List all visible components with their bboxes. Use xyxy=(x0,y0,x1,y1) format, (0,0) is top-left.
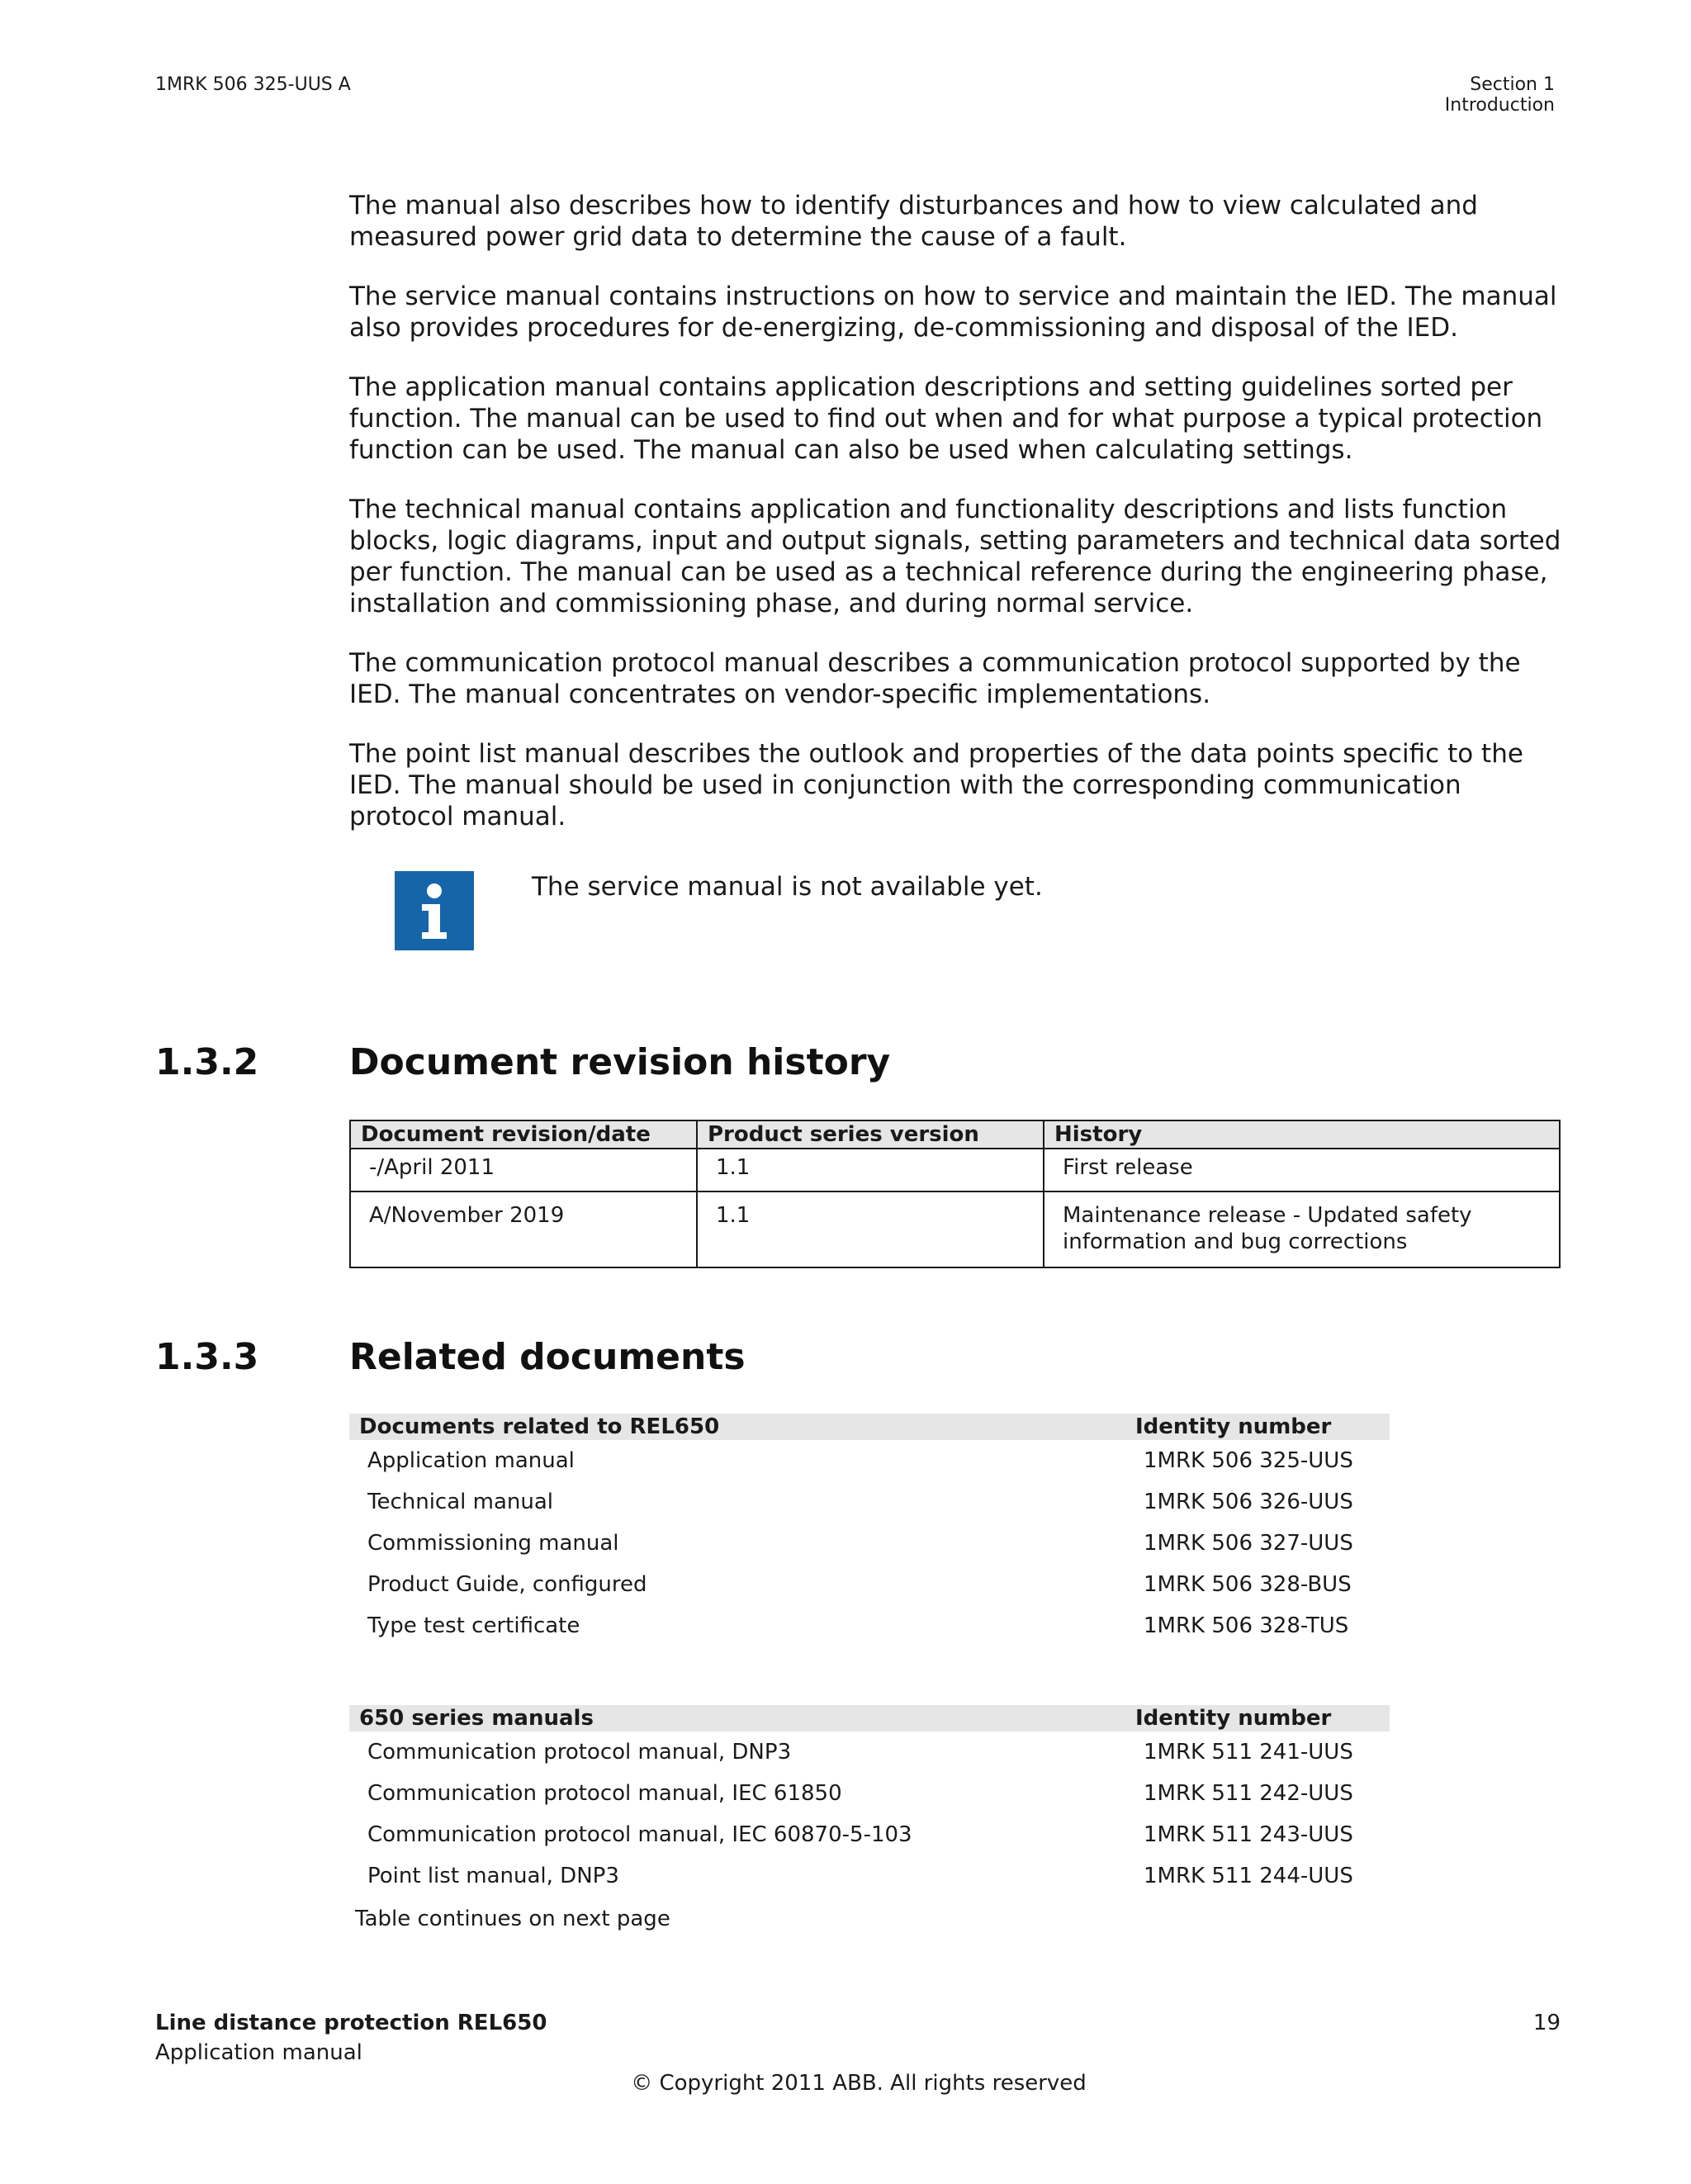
document-name: Application manual xyxy=(367,1448,575,1473)
table-cell: 1.1 xyxy=(697,1191,1044,1267)
table-continuation-note: Table continues on next page xyxy=(355,1907,670,1931)
table-cell: 1.1 xyxy=(697,1149,1044,1191)
header-section-title: Introduction xyxy=(1444,95,1555,116)
information-icon xyxy=(395,871,474,950)
table-row xyxy=(349,1564,1390,1605)
header-doc-id: 1MRK 506 325-UUS A xyxy=(155,74,351,95)
table-row xyxy=(349,1773,1390,1814)
identity-number: 1MRK 506 325-UUS xyxy=(1144,1448,1353,1473)
table-row xyxy=(349,1523,1390,1564)
header-section-number: Section 1 xyxy=(1470,74,1555,95)
series-manuals-table xyxy=(349,1705,1390,1897)
note-text: The service manual is not available yet. xyxy=(532,872,1043,902)
document-name: Communication protocol manual, IEC 61850 xyxy=(367,1781,842,1806)
column-header: Identity number xyxy=(1125,1414,1390,1440)
document-name: Product Guide, configured xyxy=(367,1572,647,1597)
document-name: Point list manual, DNP3 xyxy=(367,1864,619,1888)
revision-history-table xyxy=(349,1120,1561,1268)
info-note xyxy=(395,871,1551,950)
column-header: Documents related to REL650 xyxy=(349,1414,1125,1440)
section-title: Related documents xyxy=(349,1336,746,1378)
table-row xyxy=(349,1732,1390,1773)
table-row xyxy=(349,1481,1390,1523)
footer-manual: Application manual xyxy=(155,2040,362,2065)
table-cell: First release xyxy=(1044,1149,1560,1191)
identity-number: 1MRK 506 326-UUS xyxy=(1144,1490,1353,1514)
section-number: 1.3.2 xyxy=(155,1041,259,1083)
identity-number: 1MRK 506 328-BUS xyxy=(1144,1572,1352,1597)
paragraph: The technical manual contains application and functionality descriptions and lists function blocks, logic diagrams, input and output signals, setting parameters and technical data sorted per function. The manual can be used as a technical reference during the engineering phase, installation and commissioning phase, and during normal service. xyxy=(349,495,1561,618)
paragraph: The application manual contains application descriptions and setting guidelines sorted per function. The manual can be used to find out when and for what purpose a typical protection function can be used. The manual can also be used when calculating settings. xyxy=(349,372,1543,465)
intro-paragraphs xyxy=(349,190,1563,860)
column-header: Identity number xyxy=(1125,1705,1390,1732)
column-header: 650 series manuals xyxy=(349,1705,1125,1732)
identity-number: 1MRK 506 327-UUS xyxy=(1144,1531,1353,1556)
table-header-row xyxy=(350,1120,1560,1149)
column-header: Product series version xyxy=(697,1120,1044,1149)
column-header: Document revision/date xyxy=(350,1120,697,1149)
table-cell: -/April 2011 xyxy=(350,1149,697,1191)
paragraph: The communication protocol manual describes a communication protocol supported by the IED. The manual concentrates on vendor-specific implementations. xyxy=(349,648,1521,709)
identity-number: 1MRK 511 243-UUS xyxy=(1144,1822,1353,1847)
identity-number: 1MRK 506 328-TUS xyxy=(1144,1613,1349,1638)
table-header-row xyxy=(349,1705,1390,1732)
page-number: 19 xyxy=(1532,2011,1561,2035)
paragraph: The point list manual describes the outlook and properties of the data points specific to the IED. The manual should be used in conjunction with the corresponding communication protocol manual. xyxy=(349,739,1523,831)
footer-product: Line distance protection REL650 xyxy=(155,2011,547,2035)
table-row xyxy=(349,1605,1390,1646)
header-section xyxy=(1445,74,1555,116)
identity-number: 1MRK 511 244-UUS xyxy=(1144,1864,1353,1888)
paragraph: The service manual contains instructions on how to service and maintain the IED. The manual also provides procedures for de-energizing, de-commissioning and disposal of the IED. xyxy=(349,282,1557,343)
document-name: Commissioning manual xyxy=(367,1531,619,1556)
table-row xyxy=(349,1440,1390,1481)
section-number: 1.3.3 xyxy=(155,1336,259,1378)
document-name: Communication protocol manual, DNP3 xyxy=(367,1740,792,1765)
table-row xyxy=(349,1855,1390,1897)
table-header-row xyxy=(349,1414,1390,1440)
document-name: Technical manual xyxy=(367,1490,554,1514)
table-row xyxy=(350,1149,1560,1191)
paragraph: The manual also describes how to identify disturbances and how to view calculated and measured power grid data to determine the cause of a fault. xyxy=(349,191,1478,252)
copyright: © Copyright 2011 ABB. All rights reserved xyxy=(631,2071,1087,2096)
table-row xyxy=(350,1191,1560,1267)
related-documents-table xyxy=(349,1414,1390,1646)
table-cell: A/November 2019 xyxy=(350,1191,697,1267)
identity-number: 1MRK 511 242-UUS xyxy=(1144,1781,1353,1806)
identity-number: 1MRK 511 241-UUS xyxy=(1144,1740,1353,1765)
column-header: History xyxy=(1044,1120,1560,1149)
document-name: Communication protocol manual, IEC 60870-5-103 xyxy=(367,1822,912,1847)
table-row xyxy=(349,1814,1390,1855)
section-title: Document revision history xyxy=(349,1041,891,1083)
document-name: Type test certificate xyxy=(367,1613,580,1638)
table-cell: Maintenance release - Updated safety information and bug corrections xyxy=(1044,1191,1560,1267)
